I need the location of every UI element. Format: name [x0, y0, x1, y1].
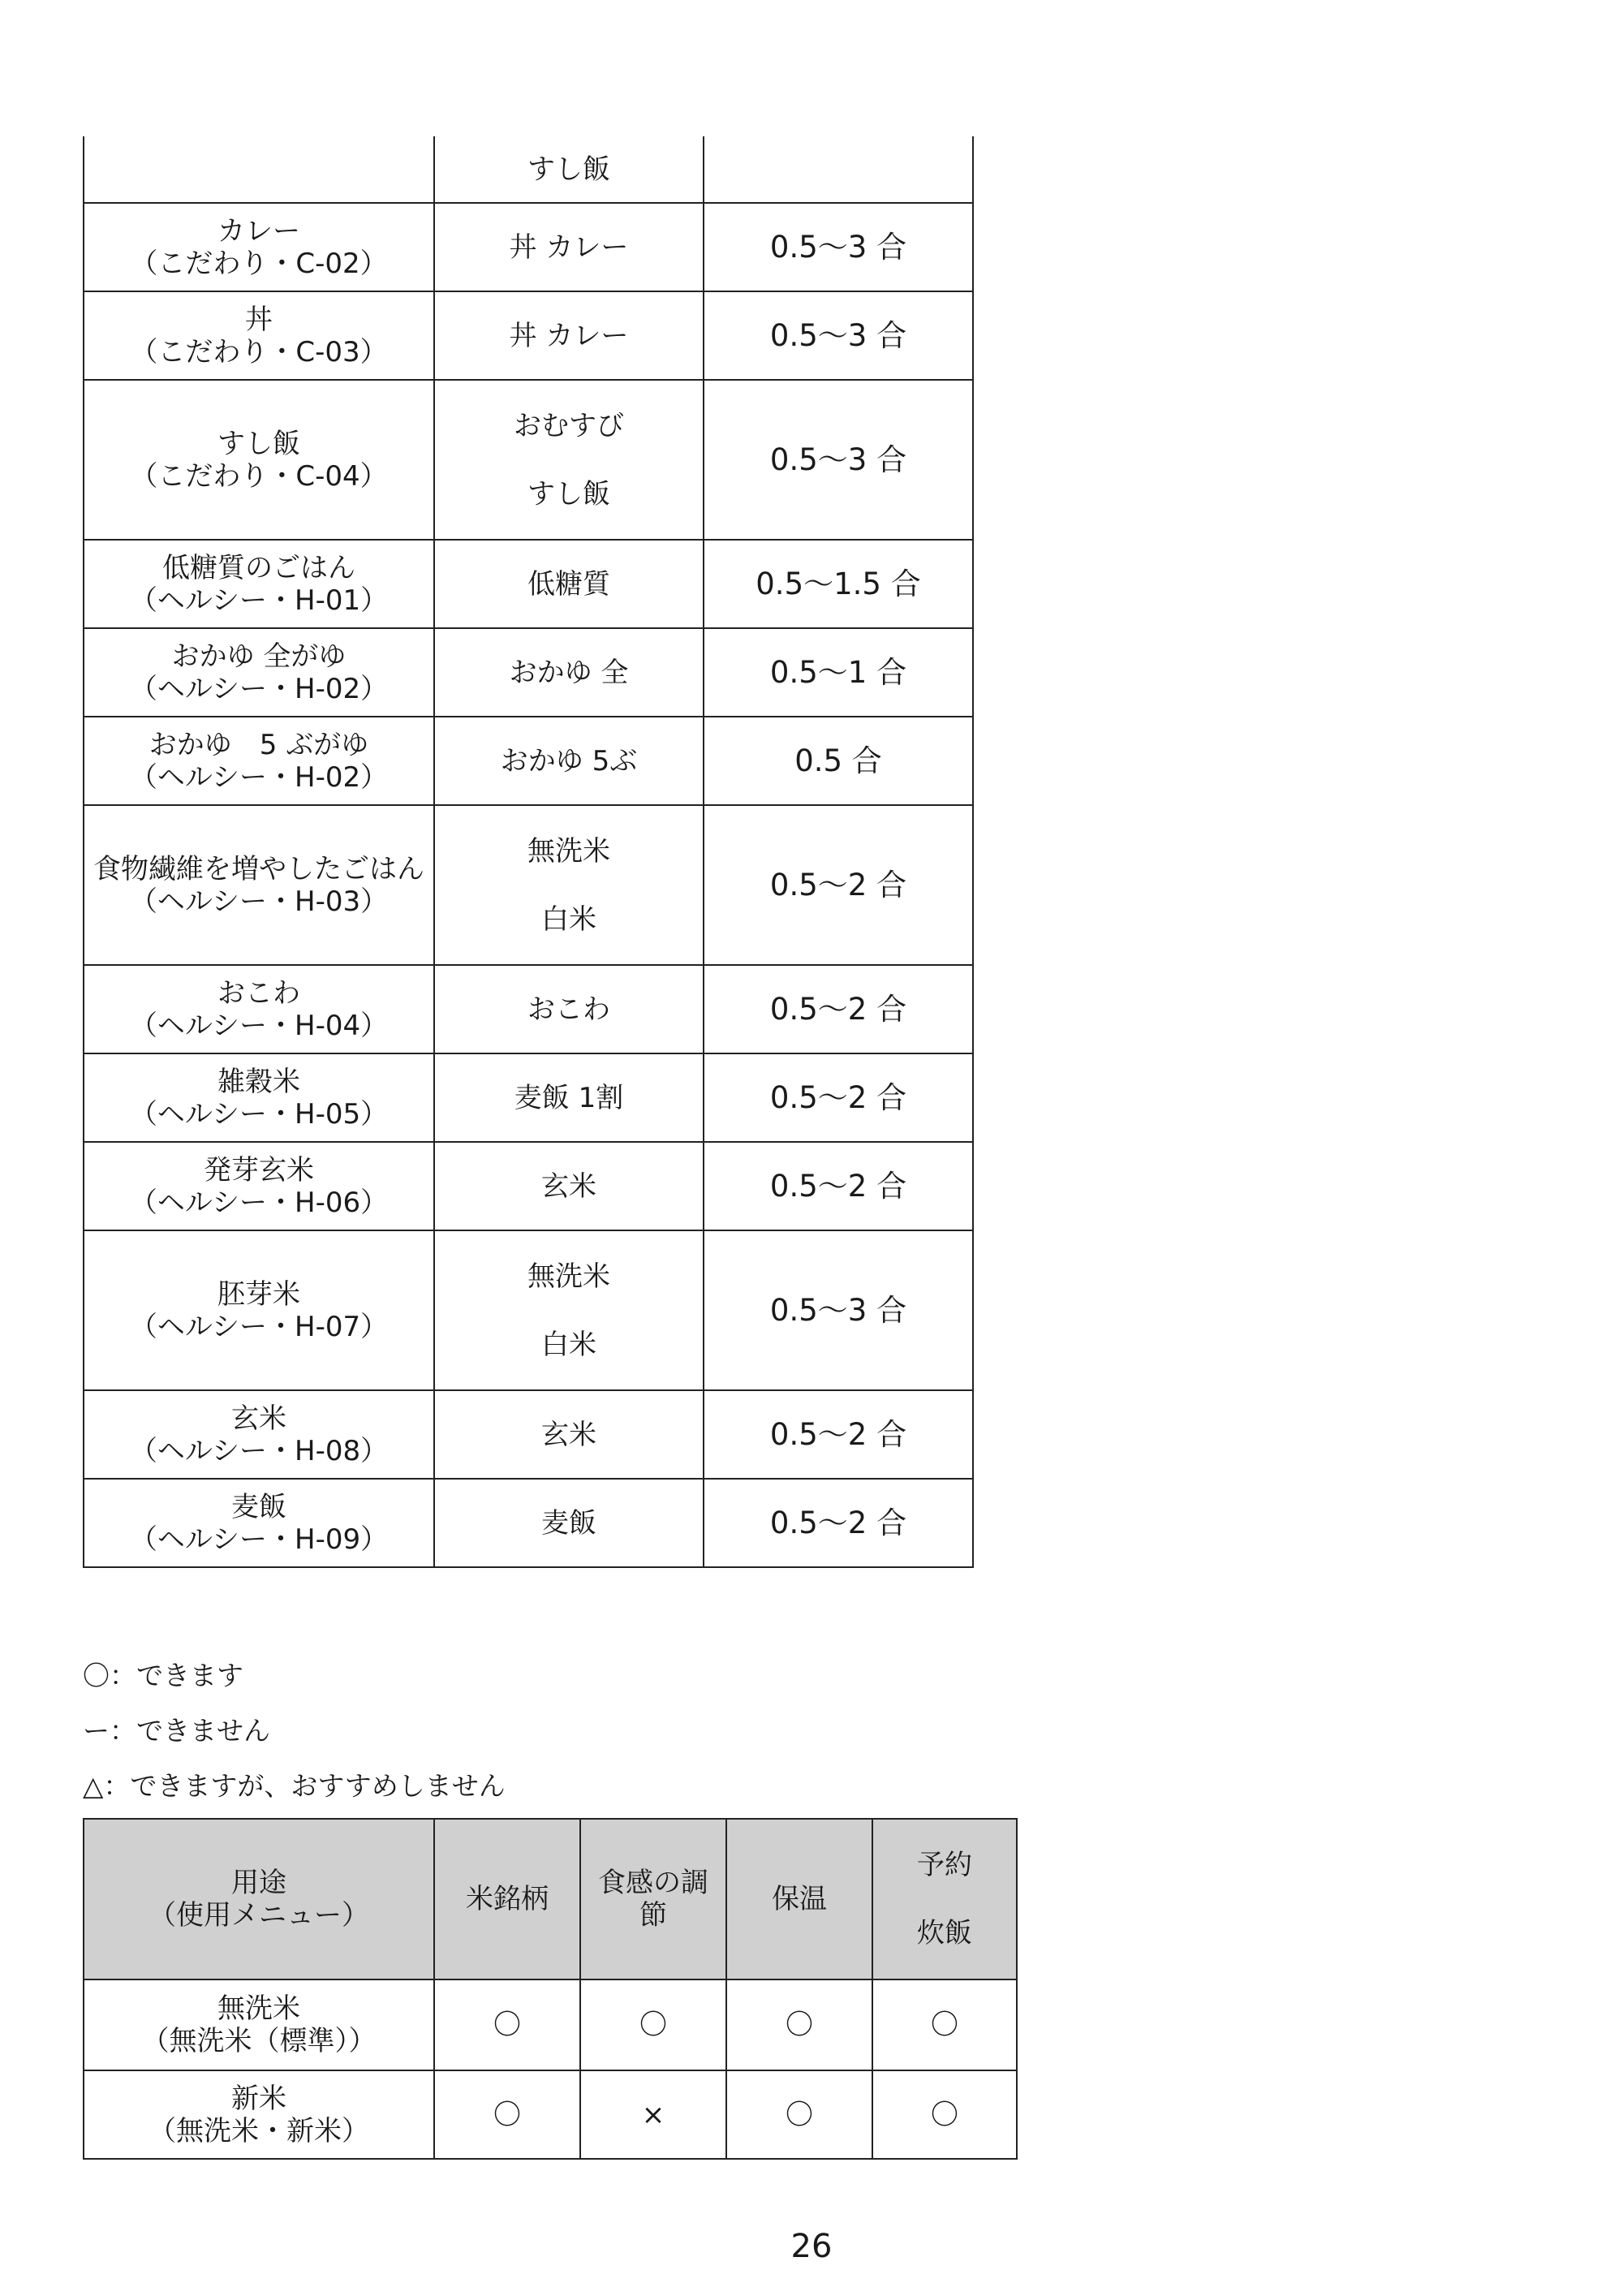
table-row [84, 805, 973, 965]
reserve-cell: 〇 [872, 1979, 1017, 2070]
page-number: 26 [790, 2228, 833, 2265]
table-row [84, 291, 973, 380]
table-row [84, 203, 973, 291]
use-cell: 無洗米 （無洗米（標準）） [84, 1979, 434, 2070]
use-cell: おかゆ 全がゆ （ヘルシー・H-02） [84, 628, 434, 717]
use-cell: 雑穀米 （ヘルシー・H-05） [84, 1053, 434, 1142]
amount-cell: 0.5～1.5 合 [704, 540, 973, 628]
texture-cell: 〇 [580, 1979, 726, 2070]
table-row [84, 628, 973, 717]
table-row [84, 717, 973, 805]
use-cell [84, 136, 434, 203]
feature-table [83, 1818, 1018, 2160]
menu-cell: すし飯 [434, 136, 704, 203]
legend-item: ー：できません [83, 1715, 270, 1747]
amount-cell: 0.5～2 合 [704, 1479, 973, 1567]
amount-cell: 0.5～2 合 [704, 1142, 973, 1230]
menu-cell: 無洗米 白米 [434, 1230, 704, 1390]
amount-cell: 0.5～3 合 [704, 291, 973, 380]
warm-cell: 〇 [726, 1979, 872, 2070]
legend-item: △：できますが、おすすめしません [83, 1770, 506, 1802]
use-cell: 胚芽米 （ヘルシー・H-07） [84, 1230, 434, 1390]
amount-cell: 0.5～2 合 [704, 1390, 973, 1479]
header-warm: 保温 [726, 1819, 872, 1979]
amount-cell: 0.5～3 合 [704, 203, 973, 291]
table-row [84, 1053, 973, 1142]
header-brand: 米銘柄 [434, 1819, 580, 1979]
table-row [84, 2070, 1017, 2159]
header-row [84, 1819, 1017, 1979]
use-cell: 低糖質のごはん （ヘルシー・H-01） [84, 540, 434, 628]
amount-cell: 0.5 合 [704, 717, 973, 805]
menu-cell: 無洗米 白米 [434, 805, 704, 965]
use-cell: 玄米 （ヘルシー・H-08） [84, 1390, 434, 1479]
table-row [84, 540, 973, 628]
use-cell: おこわ （ヘルシー・H-04） [84, 965, 434, 1053]
menu-cell: 玄米 [434, 1390, 704, 1479]
amount-cell: 0.5～1 合 [704, 628, 973, 717]
amount-cell: 0.5～2 合 [704, 1053, 973, 1142]
menu-cell: おむすび すし飯 [434, 380, 704, 540]
brand-cell: 〇 [434, 2070, 580, 2159]
header-reserve: 予約 炊飯 [872, 1819, 1017, 1979]
menu-cell: おかゆ 5ぶ [434, 717, 704, 805]
table-row [84, 1142, 973, 1230]
table-row [84, 380, 973, 540]
menu-cell: 丼 カレー [434, 203, 704, 291]
use-cell: カレー （こだわり・C-02） [84, 203, 434, 291]
menu-amount-table [83, 136, 974, 1568]
use-cell: 新米 （無洗米・新米） [84, 2070, 434, 2159]
table-row [84, 136, 973, 203]
amount-cell: 0.5～3 合 [704, 1230, 973, 1390]
menu-cell: 麦飯 1割 [434, 1053, 704, 1142]
table-row [84, 965, 973, 1053]
brand-cell: 〇 [434, 1979, 580, 2070]
menu-cell: 玄米 [434, 1142, 704, 1230]
use-cell: 食物繊維を増やしたごはん （ヘルシー・H-03） [84, 805, 434, 965]
amount-cell: 0.5～2 合 [704, 805, 973, 965]
menu-cell: 丼 カレー [434, 291, 704, 380]
legend-item: 〇：できます [83, 1660, 243, 1691]
table-row [84, 1390, 973, 1479]
legend [83, 1656, 506, 1821]
header-texture: 食感の調節 [580, 1819, 726, 1979]
amount-cell: 0.5～3 合 [704, 380, 973, 540]
use-cell: おかゆ 5 ぶがゆ （ヘルシー・H-02） [84, 717, 434, 805]
menu-cell: おかゆ 全 [434, 628, 704, 717]
amount-cell [704, 136, 973, 203]
table-row [84, 1479, 973, 1567]
menu-cell: 低糖質 [434, 540, 704, 628]
menu-cell: おこわ [434, 965, 704, 1053]
header-use: 用途 （使用メニュー） [84, 1819, 434, 1979]
warm-cell: 〇 [726, 2070, 872, 2159]
texture-cell: × [580, 2070, 726, 2159]
use-cell: 発芽玄米 （ヘルシー・H-06） [84, 1142, 434, 1230]
reserve-cell: 〇 [872, 2070, 1017, 2159]
use-cell: すし飯 （こだわり・C-04） [84, 380, 434, 540]
table-row [84, 1230, 973, 1390]
amount-cell: 0.5～2 合 [704, 965, 973, 1053]
menu-cell: 麦飯 [434, 1479, 704, 1567]
use-cell: 丼 （こだわり・C-03） [84, 291, 434, 380]
use-cell: 麦飯 （ヘルシー・H-09） [84, 1479, 434, 1567]
table-row [84, 1979, 1017, 2070]
